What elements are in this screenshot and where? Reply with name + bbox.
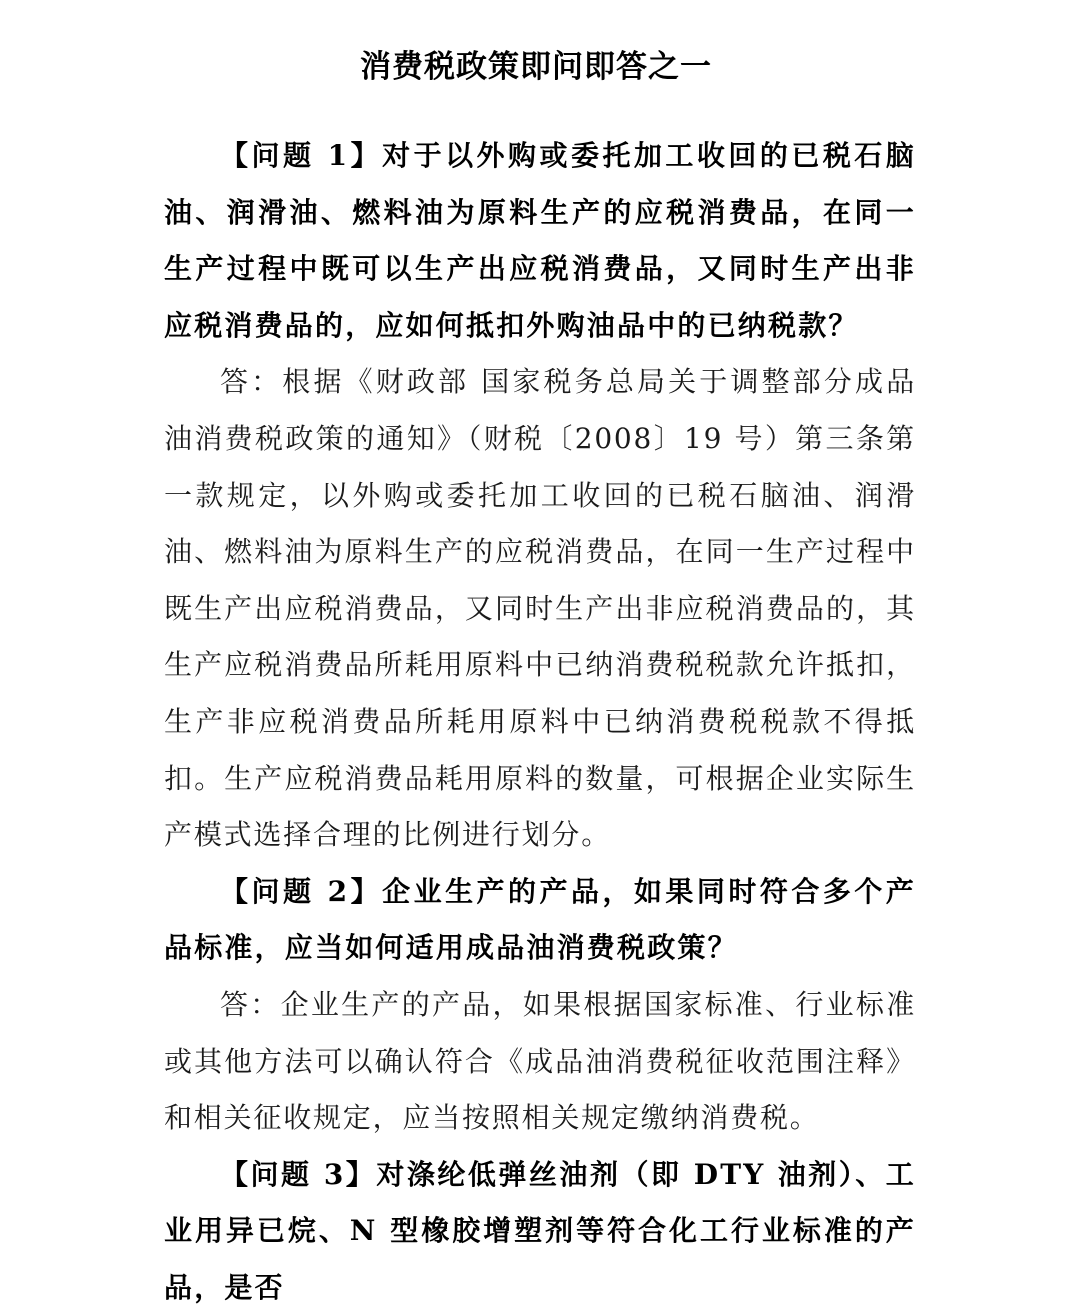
document-title: 消费税政策即问即答之一 bbox=[360, 49, 712, 85]
answer-1: 答：根据《财政部 国家税务总局关于调整部分成品油消费税政策的通知》（财税〔2008〕19 号）第三条第一款规定，以外购或委托加工收回的已税石脑油、润滑油、燃料油为原料生产的应税消费品，在同一生产过程中既生产出应税消费品，又同时生产出非应税消费品的，其生产应税消费品所耗用原料中已纳消费税税款允许抵扣，生产非应税消费品所耗用原料中已纳消费税税款不得抵扣。生产应税消费品耗用原料的数量，可根据企业实际生产模式选择合理的比例进行划分。 bbox=[164, 365, 916, 852]
answer-2: 答：企业生产的产品，如果根据国家标准、行业标准或其他方法可以确认符合《成品油消费税征收范围注释》和相关征收规定，应当按照相关规定缴纳消费税。 bbox=[164, 987, 916, 1135]
title-spacer bbox=[164, 90, 916, 128]
document-page bbox=[164, 0, 916, 1316]
question-3: 【问题 3】对涤纶低弹丝油剂（即 DTY 油剂）、工业用异已烷、N 型橡胶增塑剂等符合化工行业标准的产品，是否 bbox=[164, 1157, 916, 1304]
question-1: 【问题 1】对于以外购或委托加工收回的已税石脑油、润滑油、燃料油为原料生产的应税消费品，在同一生产过程中既可以生产出应税消费品，又同时生产出非应税消费品的，应如何抵扣外购油品中的已纳税款？ bbox=[164, 139, 916, 342]
question-2: 【问题 2】企业生产的产品，如果同时符合多个产品标准，应当如何适用成品油消费税政策？ bbox=[164, 874, 916, 965]
